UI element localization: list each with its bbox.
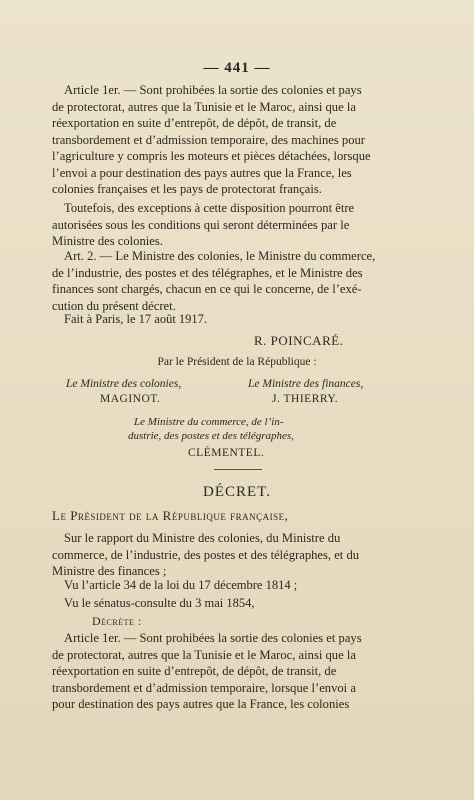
text-line: Sur le rapport du Ministre des colonies, du Ministre du (64, 531, 341, 545)
decret-title: DÉCRET. (203, 484, 271, 500)
text-line: de protectorat, autres que la Tunisie et le Maroc, ainsi que la (52, 99, 356, 114)
minister-colonies-title: Le Ministre des colonies, (66, 378, 182, 390)
article-1-decret (52, 630, 408, 713)
text-line: de l’industrie, des postes et des télégraphes, et le Ministre des (52, 265, 363, 280)
vu-line-2: Vu le sénatus-consulte du 3 mai 1854, (64, 596, 255, 610)
decrete-heading: Décrète : (92, 614, 142, 628)
text-line: Article 1er. — Sont prohibées la sortie des colonies et pays (64, 83, 362, 97)
le-president-line: Le Président de la République française, (52, 508, 289, 523)
text-line: Art. 2. — Le Ministre des colonies, le Ministre du commerce, (64, 249, 376, 263)
text-line: finances sont chargés, chacun en ce qui le concerne, de l’exé- (52, 282, 362, 296)
text-line: de protectorat, autres que la Tunisie et le Maroc, ainsi que la (52, 647, 356, 662)
exceptions-paragraph (52, 200, 408, 250)
text-line: transbordement et d’admission temporaire, lorsque l’envoi a (52, 680, 356, 695)
text-line: Toutefois, des exceptions à cette disposition pourront être (64, 201, 355, 215)
minister-commerce-title-line1: Le Ministre du commerce, de l’in- (134, 416, 284, 428)
text-line: commerce, de l’industrie, des postes et des télégraphes, et du (52, 547, 360, 562)
text-line: Article 1er. — Sont prohibées la sortie des colonies et pays (64, 631, 362, 645)
rapport-paragraph (52, 530, 408, 580)
fait-a-paris: Fait à Paris, le 17 août 1917. (64, 312, 208, 326)
text-line: l’envoi a pour destination des pays autres que la France, les (52, 165, 352, 180)
page-number: — 441 — (203, 60, 271, 76)
minister-commerce-title-line2: dustrie, des postes et des télégraphes, (128, 430, 294, 442)
minister-commerce-name: CLÉMENTEL. (188, 447, 265, 459)
text-line: cution du présent décret. (52, 298, 176, 313)
vu-line-1: Vu l’article 34 de la loi du 17 décembre 1814 ; (64, 578, 298, 592)
minister-finances-name: J. THIERRY. (272, 393, 339, 405)
minister-colonies-name: MAGINOT. (100, 393, 161, 405)
article-1 (52, 82, 408, 198)
text-line: pour destination des pays autres que la France, les colonies (52, 697, 350, 711)
signature-president: R. POINCARÉ. (254, 333, 344, 348)
divider-rule (214, 469, 262, 470)
text-line: colonies françaises et les pays de protectorat français. (52, 182, 322, 196)
text-line: l’agriculture y compris les moteurs et pièces détachées, lorsque (52, 149, 371, 163)
text-line: autorisées sous les conditions qui seront déterminées par le (52, 217, 350, 232)
par-le-president: Par le Président de la République : (157, 356, 317, 368)
text-line: Ministre des finances ; (52, 564, 167, 578)
text-line: transbordement et d’admission temporaire, des machines pour (52, 132, 366, 147)
text-line: réexportation en suite d’entrepôt, de dépôt, de transit, de (52, 664, 337, 678)
minister-finances-title: Le Ministre des finances, (248, 378, 364, 390)
text-line: réexportation en suite d’entrepôt, de dépôt, de transit, de (52, 116, 337, 130)
article-2 (52, 248, 408, 314)
text-line: Ministre des colonies. (52, 234, 163, 248)
